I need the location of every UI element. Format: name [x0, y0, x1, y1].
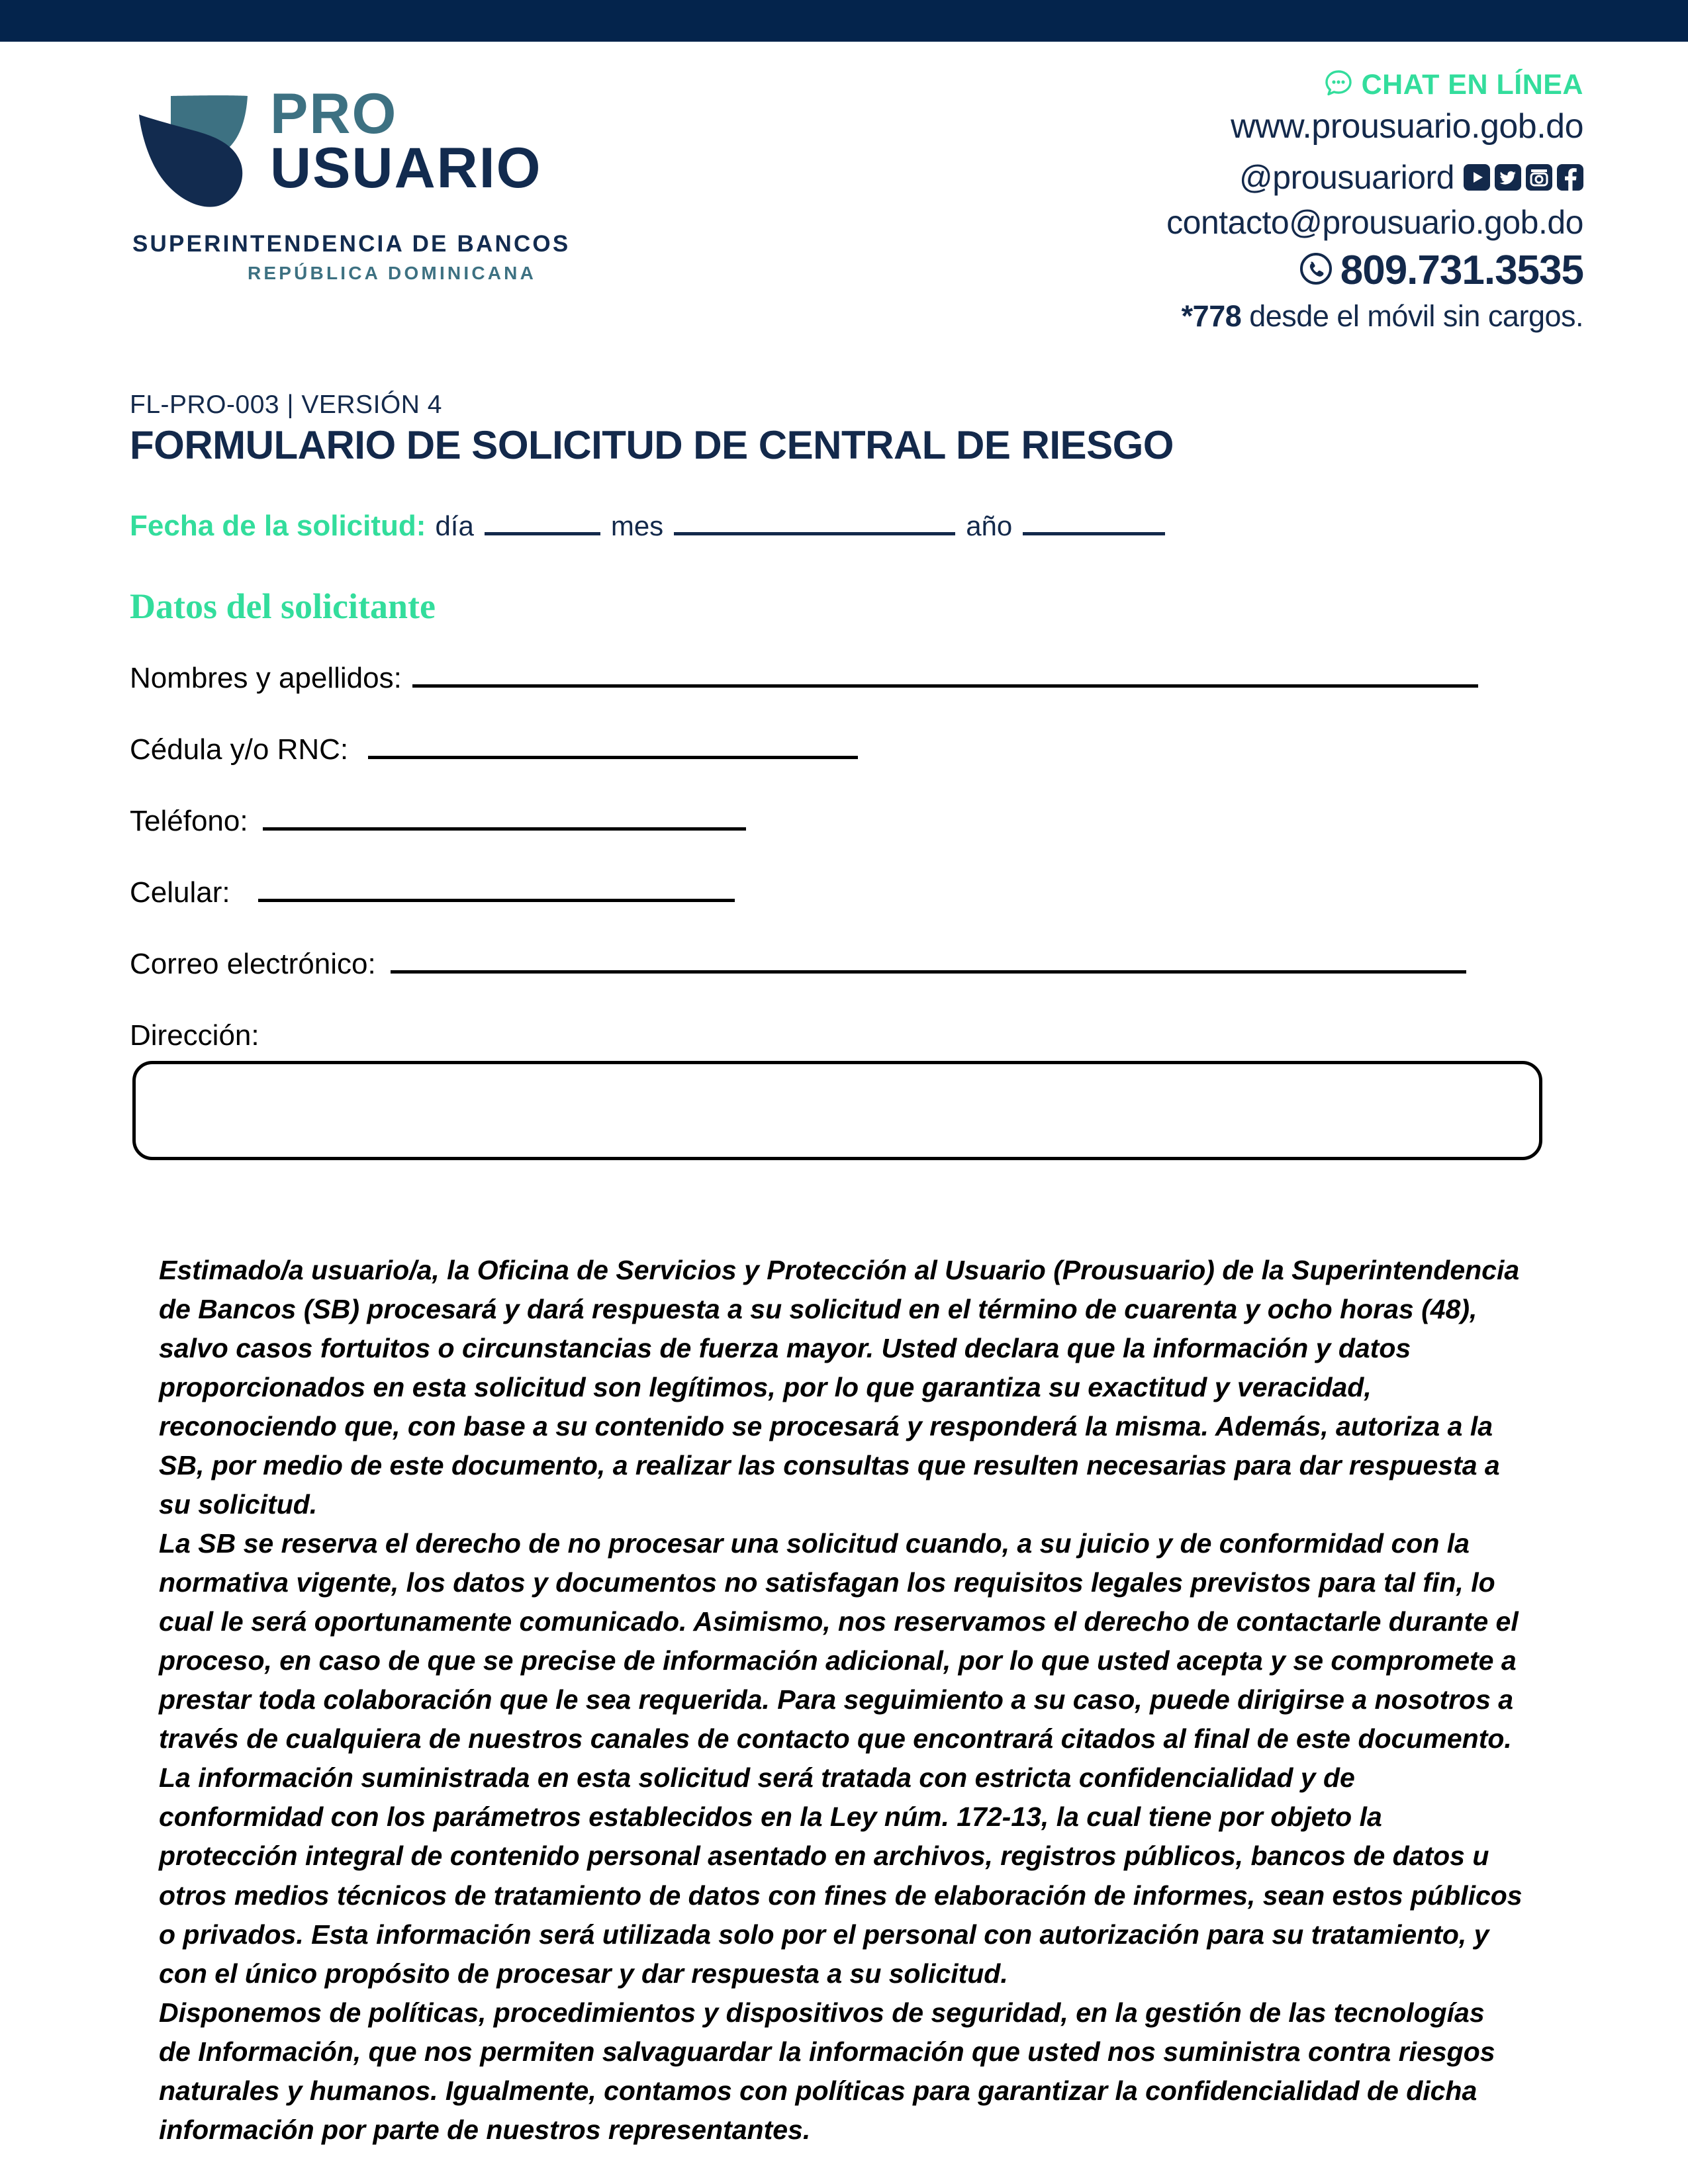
field-label-celular: Celular: [130, 876, 230, 909]
prousuario-droplet-logo-icon [130, 89, 262, 222]
legal-paragraph-4: Disponemos de políticas, procedimientos y dispositivos de seguridad, en la gestión de las tecnologías de Información, que nos permiten salvaguardar la información que usted nos suministra contra riesgos naturales y humanos. Igualmente, contamos con políticas para garantizar la confidencialidad de dicha información por parte de nuestros representantes. [159, 1997, 1495, 2145]
contact-email[interactable]: contacto@prousuario.gob.do [1166, 204, 1583, 242]
field-telefono [130, 805, 746, 838]
section-heading-datos-solicitante: Datos del solicitante [130, 586, 436, 626]
legal-paragraph-1: Estimado/a usuario/a, la Oficina de Servicios y Protección al Usuario (Prousuario) de la Superintendencia de Bancos (SB) procesará y dará respuesta a su solicitud en el término de cuarenta y ocho horas (48), salvo casos fortuitos o circunstancias de fuerza mayor. Usted declara que la información y datos proporcionados en esta solicitud son legítimos, por lo que garantiza su exactitud y veracidad, reconociendo que, con base a su contenido se procesará y responderá la misma. Además, autoriza a la SB, por medio de este documento, a realizar las consultas que resulten necesarias para dar respuesta a su solicitud. [159, 1255, 1520, 1520]
field-label-nombres: Nombres y apellidos: [130, 662, 402, 694]
document-code: FL-PRO-003 | VERSIÓN 4 [130, 390, 442, 419]
twitter-icon[interactable] [1495, 164, 1521, 191]
page-header [0, 42, 1688, 369]
social-handle-row [921, 158, 1583, 197]
field-nombres-apellidos [130, 662, 1478, 695]
legal-paragraph-2: La SB se reserva el derecho de no procesar una solicitud cuando, a su juicio y de conformidad con la normativa vigente, los datos y documentos no satisfagan los requisitos legales previstos para tal fin, lo cual le será oportunamente comunicado. Asimismo, nos reservamos el derecho de contactarle durante el proceso, en caso de que se precise de información adicional, por lo que usted acepta y se compromete a prestar toda colaboración que le sea requerida. Para seguimiento a su caso, puede dirigirse a nosotros a través de cualquiera de nuestros canales de contacto que encontrará citados al final de este documento. [159, 1528, 1519, 1754]
direccion-textarea[interactable] [132, 1061, 1542, 1160]
brand-name-usuario: USUARIO [270, 136, 542, 201]
field-label-correo: Correo electrónico: [130, 948, 376, 980]
mobile-shortcode: *778 [1181, 299, 1242, 334]
field-label-cedula: Cédula y/o RNC: [130, 733, 349, 766]
date-year-input[interactable] [1023, 512, 1165, 535]
field-celular [130, 876, 735, 909]
website-url[interactable]: www.prousuario.gob.do [1231, 107, 1583, 146]
instagram-icon[interactable] [1526, 164, 1552, 191]
social-icons-group [1464, 164, 1583, 191]
date-row [130, 510, 1176, 543]
correo-input[interactable] [391, 953, 1466, 974]
mobile-note-text: desde el móvil sin cargos. [1241, 299, 1583, 334]
legal-paragraph-3: La información suministrada en esta solicitud será tratada con estricta confidencialidad y de conformidad con los parámetros establecidos en la Ley núm. 172-13, la cual tiene por objeto la protección integral de contenido personal asentado en archivos, registros públicos, bancos de datos u otros medios técnicos de tratamiento de datos con fines de elaboración de informes, sean estos públicos o privados. Esta información será utilizada solo por el personal con autorización para su tratamiento, y con el único propósito de procesar y dar respuesta a su solicitud. [159, 1762, 1523, 1989]
brand-subtitle-republica: REPÚBLICA DOMINICANA [247, 263, 537, 283]
chat-bubble-icon [1323, 68, 1354, 102]
contact-block [921, 68, 1583, 334]
brand-name-pro: PRO [270, 82, 398, 146]
phone-row[interactable] [921, 247, 1583, 294]
mobile-shortcode-note [921, 299, 1583, 334]
legal-disclaimer-text [159, 1251, 1523, 2150]
facebook-icon[interactable] [1557, 164, 1583, 191]
date-day-input[interactable] [485, 512, 600, 535]
phone-icon [1298, 251, 1334, 290]
field-correo-electronico [130, 948, 1466, 981]
page-title: FORMULARIO DE SOLICITUD DE CENTRAL DE RIESGO [130, 423, 1174, 467]
cedula-input[interactable] [368, 739, 858, 759]
chat-en-linea-row[interactable] [921, 68, 1583, 102]
field-cedula-rnc [130, 733, 858, 766]
field-label-direccion: Dirección: [130, 1019, 259, 1052]
brand-logo-block [130, 83, 673, 284]
date-month-input[interactable] [674, 512, 955, 535]
brand-subtitle-superintendencia: SUPERINTENDENCIA DE BANCOS [132, 231, 571, 257]
youtube-icon[interactable] [1464, 164, 1490, 191]
social-handle: @prousuariord [1239, 159, 1454, 197]
phone-number: 809.731.3535 [1340, 248, 1583, 294]
date-year-label: año [966, 510, 1013, 541]
celular-input[interactable] [258, 882, 735, 902]
field-direccion [130, 1019, 259, 1052]
telefono-input[interactable] [263, 810, 746, 831]
date-month-label: mes [610, 510, 664, 541]
top-navy-bar [0, 0, 1688, 42]
field-label-telefono: Teléfono: [130, 805, 248, 837]
date-day-label: día [435, 510, 474, 541]
nombres-input[interactable] [412, 667, 1478, 688]
chat-en-linea-label: CHAT EN LÍNEA [1361, 69, 1583, 101]
date-row-label: Fecha de la solicitud: [130, 510, 426, 542]
